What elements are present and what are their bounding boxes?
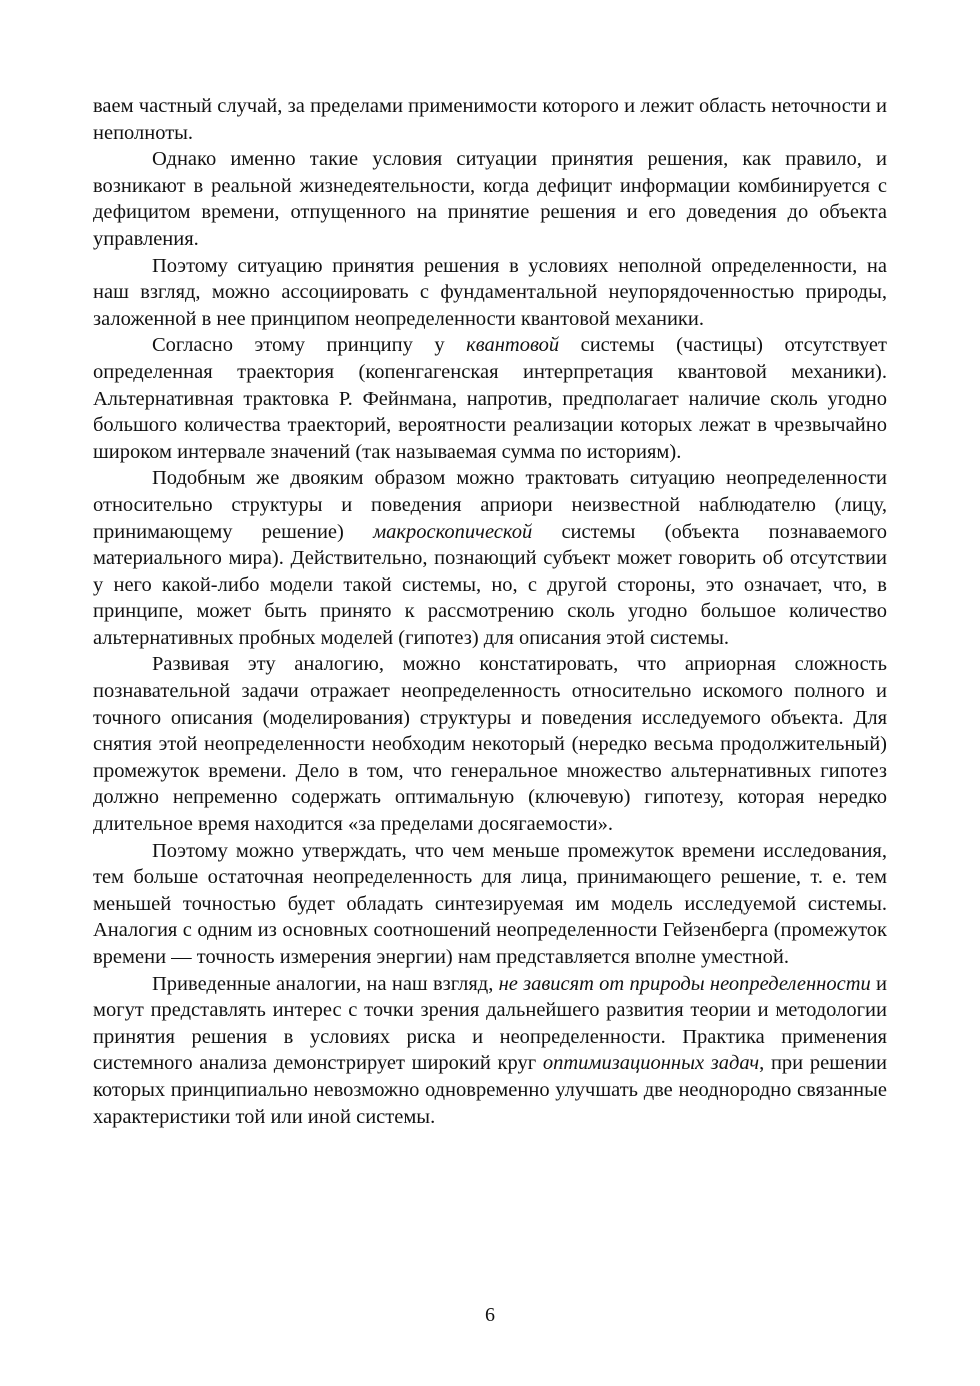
paragraph xyxy=(93,93,887,146)
paragraph-text: и могут представлять интерес с точки зрения дальнейшего развития теории и методологии принятия решения в условиях риска и неопределенности. Практика применения системного анализа демонстрирует широкий круг xyxy=(93,972,887,1075)
paragraph xyxy=(93,146,887,252)
italic-term: оптимизационных задач xyxy=(542,1052,760,1075)
paragraph xyxy=(93,253,887,333)
paragraph-text: Согласно этому принципу у xyxy=(152,334,467,357)
page-number: 6 xyxy=(485,1304,495,1326)
paragraph xyxy=(93,651,887,837)
paragraph-text: системы (объекта познаваемого материального мира). Действительно, познающий субъект может говорить об отсутствии у него какой-либо модели такой системы, но, с другой стороны, это означает, что, в принципе, может быть принято к рассмотрению сколь угодно большое количество альтернативных пробных моделей (гипотез) для описания этой системы. xyxy=(93,520,887,649)
italic-term: не зависят от природы неопределенности xyxy=(498,972,871,995)
italic-term: квантовой xyxy=(466,334,560,357)
paragraph-text: , при решении которых принципиально невозможно одновременно улучшать две неоднородно связанные характеристики той или иной системы. xyxy=(93,1052,888,1128)
paragraph-text: Развивая эту аналогию, можно констатировать, что априорная сложность познавательной задачи отражает неопределенность относительно искомого полного и точного описания (моделирования) структуры и поведения исследуемого объекта. Для снятия этой неопределенности необходим некоторый (нередко весьма продолжительный) промежуток времени. Дело в том, что генеральное множество альтернативных гипотез должно непременно содержать оптимальную (ключевую) гипотезу, которая нередко длительное время находится «за пределами досягаемости». xyxy=(93,653,887,836)
paragraph xyxy=(93,971,887,1131)
paragraph xyxy=(93,838,887,971)
paragraph xyxy=(93,332,887,465)
paragraph-text: Приведенные аналогии, на наш взгляд, xyxy=(152,972,499,995)
paragraph-text: системы (частицы) отсутствует определенная траектория (копенгагенская интерпретация квантовой механики). Альтернативная трактовка Р. Фейнмана, напротив, предполагает наличие сколь угодно большого количества траекторий, вероятности реализации которых лежат в чрезвычайно широком интервале значений (так называемая сумма по историям). xyxy=(93,334,887,463)
page-body xyxy=(93,93,887,1130)
paragraph-text: Однако именно такие условия ситуации принятия решения, как правило, и возникают в реальной жизнедеятельности, когда дефицит информации комбинируется с дефицитом времени, отпущенного на принятие решения и его доведения до объекта управления. xyxy=(93,148,887,250)
paragraph-text: Поэтому ситуацию принятия решения в условиях неполной определенности, на наш взгляд, можно ассоциировать с фундаментальной неупорядоченностью природы, заложенной в нее принципом неопределенности квантовой механики. xyxy=(93,254,887,330)
paragraph-text: Поэтому можно утверждать, что чем меньше промежуток времени исследования, тем больше остаточная неопределенность для лица, принимающего решение, т. е. тем меньшей точностью будет обладать синтезируемая им модель исследуемой системы. Аналогия с одним из основных соотношений неопределенности Гейзенберга (промежуток времени — точность измерения энергии) нам представляется вполне уместной. xyxy=(93,839,887,968)
paragraph-text: Подобным же двояким образом можно трактовать ситуацию неопределенности относительно структуры и поведения априори неизвестной наблюдателю (лицу, принимающему решение) xyxy=(93,467,887,543)
paragraph-text: ваем частный случай, за пределами применимости которого и лежит область неточности и неполноты. xyxy=(93,95,887,144)
paragraph xyxy=(93,465,887,651)
italic-term: макроскопической xyxy=(373,520,533,543)
